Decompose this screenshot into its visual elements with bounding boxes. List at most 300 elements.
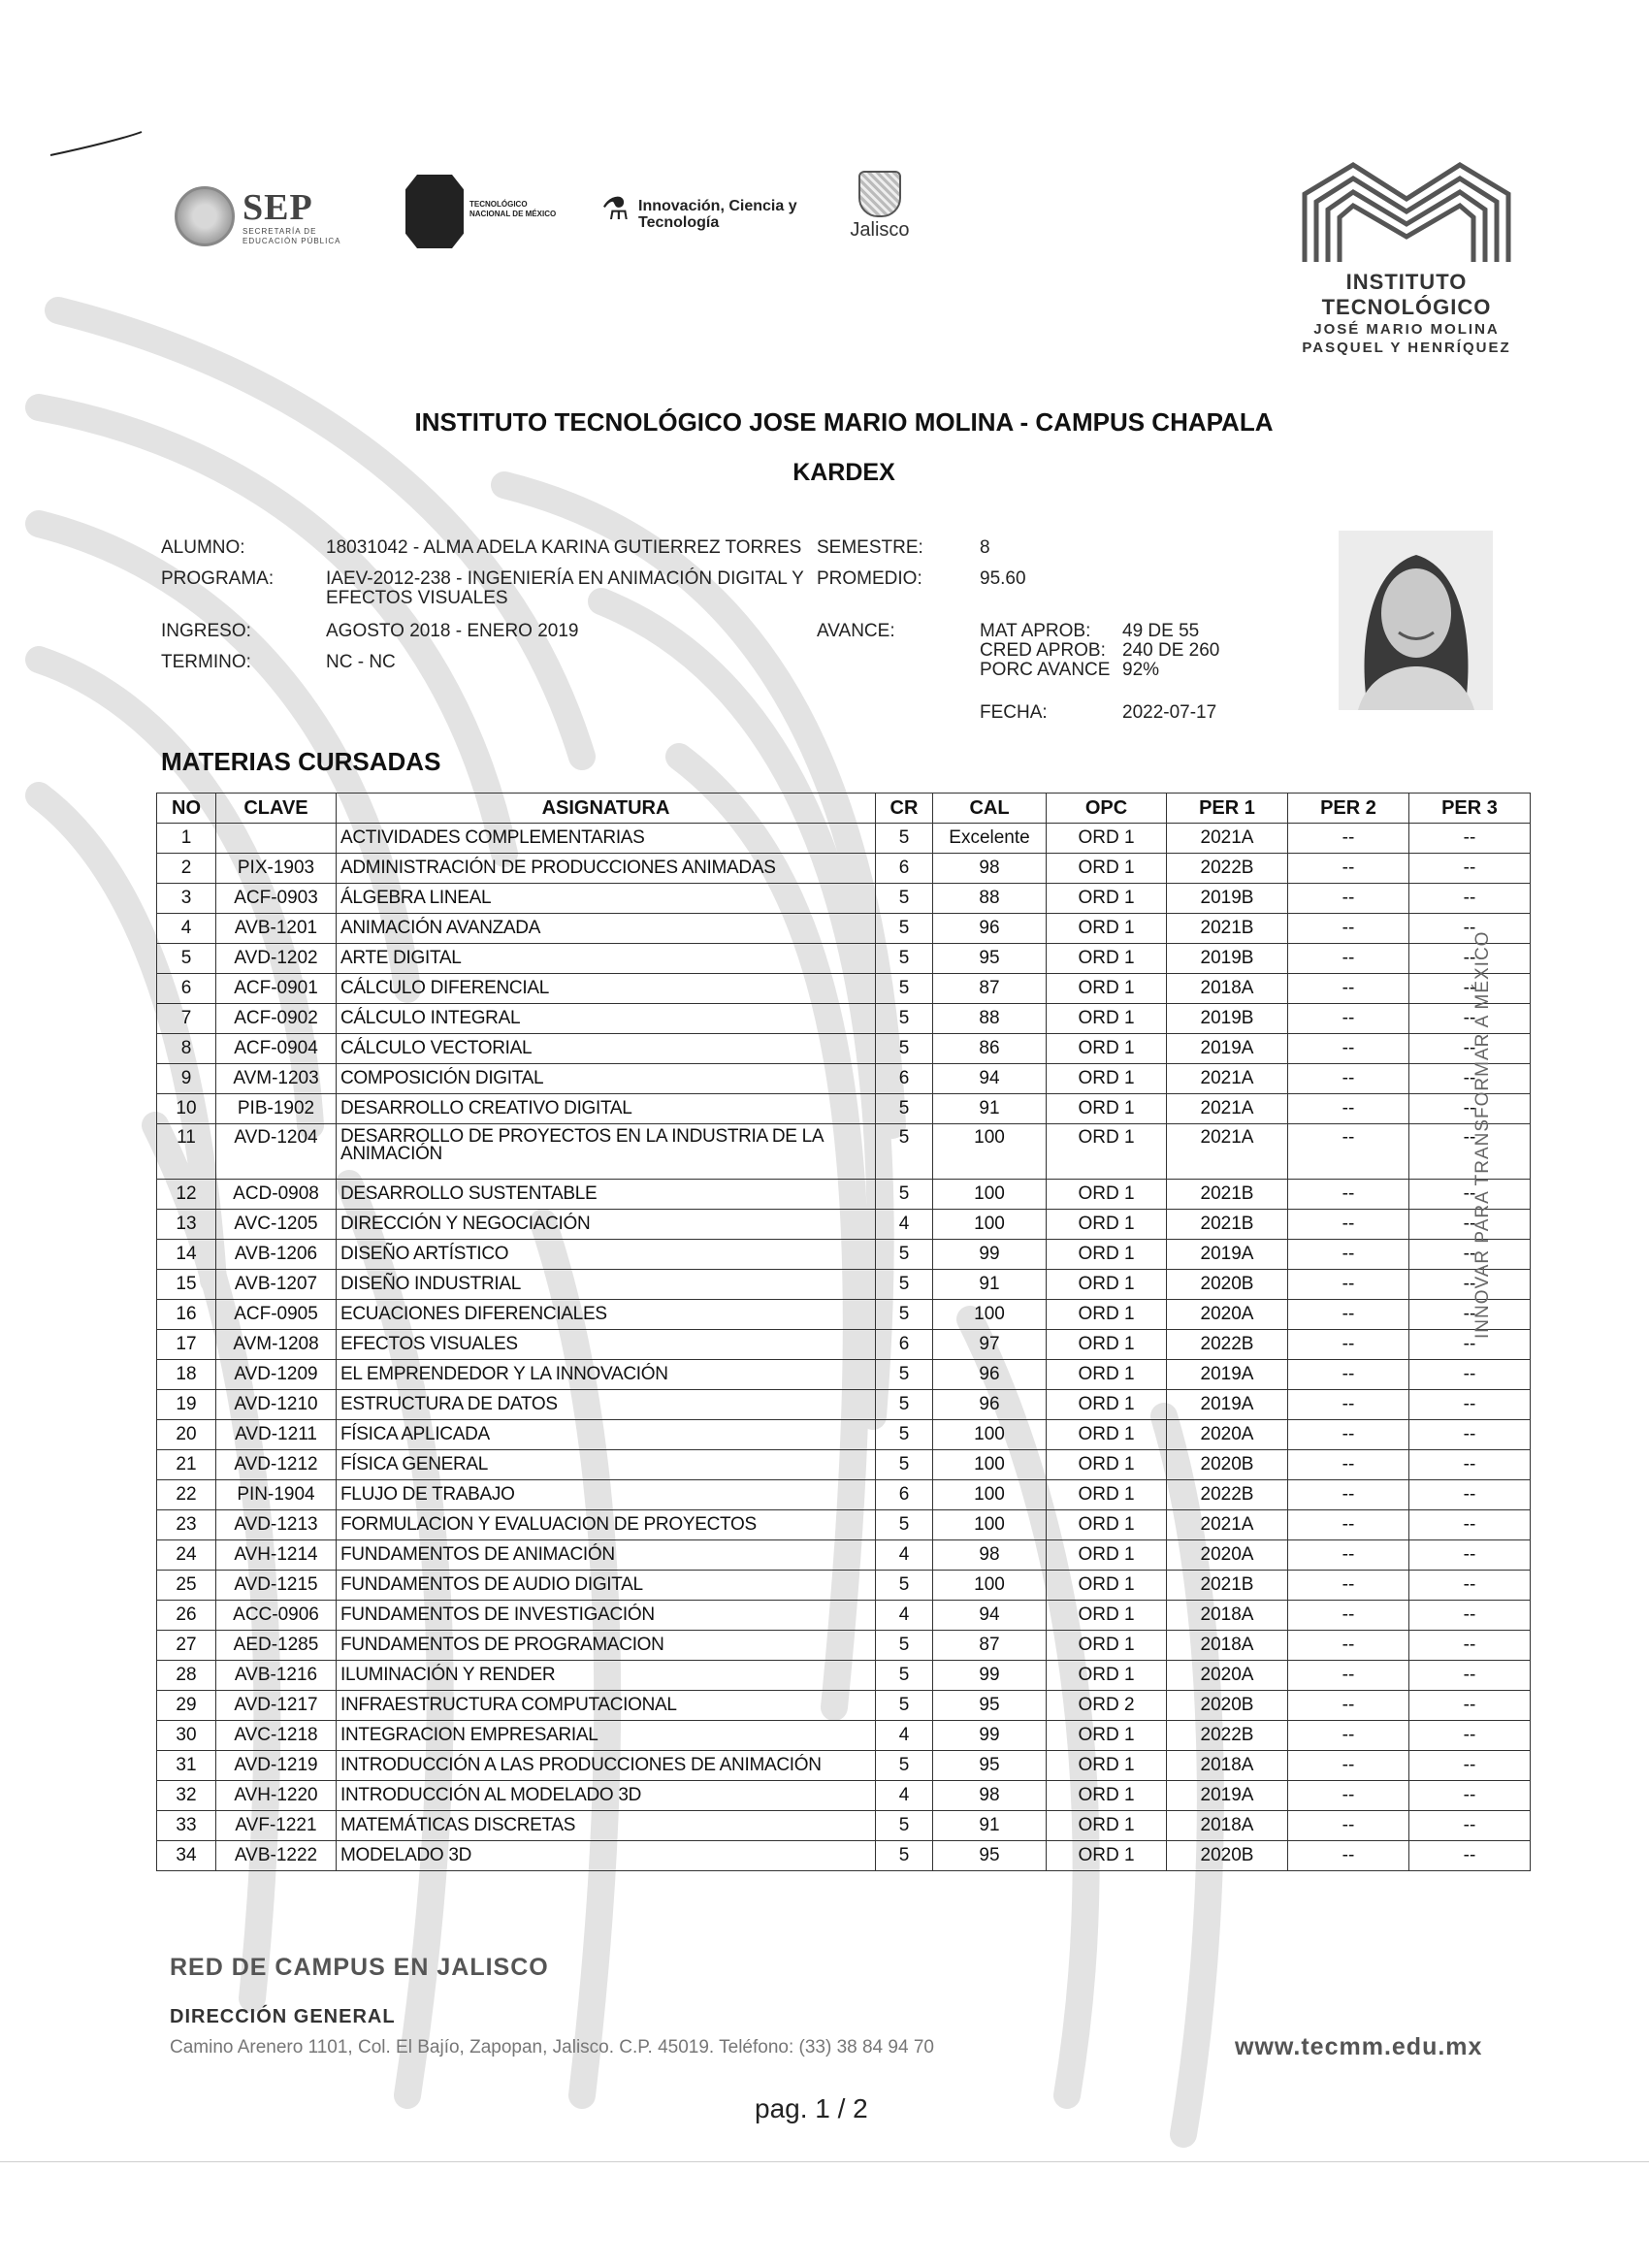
cell-per2: -- xyxy=(1288,1240,1409,1270)
innovacion-logo-text: Innovación, Ciencia y Tecnología xyxy=(638,198,797,231)
cell-cal: 100 xyxy=(933,1210,1047,1240)
cell-per3: -- xyxy=(1409,1210,1531,1240)
cell-clave: AVC-1218 xyxy=(216,1721,337,1751)
cell-cal: 87 xyxy=(933,974,1047,1004)
cell-per1: 2022B xyxy=(1167,1721,1288,1751)
tecnm-logo-text: TECNOLÓGICO NACIONAL DE MÉXICO xyxy=(469,200,557,218)
cell-per3: -- xyxy=(1409,1510,1531,1540)
cell-cal: 99 xyxy=(933,1661,1047,1691)
materias-section-title: MATERIAS CURSADAS xyxy=(161,747,441,776)
cell-cal: 94 xyxy=(933,1064,1047,1094)
table-row xyxy=(157,1721,1531,1751)
table-row xyxy=(157,1270,1531,1300)
cell-per2: -- xyxy=(1288,1180,1409,1210)
cell-cal: 97 xyxy=(933,1330,1047,1360)
cell-asignatura: COMPOSICIÓN DIGITAL xyxy=(337,1064,876,1094)
cell-cr: 5 xyxy=(876,1751,933,1781)
cell-per3: -- xyxy=(1409,1601,1531,1631)
cell-per2: -- xyxy=(1288,1781,1409,1811)
itjmm-logo-line1: INSTITUTO TECNOLÓGICO xyxy=(1321,270,1492,319)
cell-per1: 2019A xyxy=(1167,1034,1288,1064)
cell-no: 8 xyxy=(157,1034,216,1064)
cell-cal: 86 xyxy=(933,1034,1047,1064)
cell-per2: -- xyxy=(1288,1390,1409,1420)
cell-cr: 5 xyxy=(876,1360,933,1390)
cell-per3: -- xyxy=(1409,854,1531,884)
cell-no: 1 xyxy=(157,824,216,854)
table-row xyxy=(157,1841,1531,1871)
cell-per1: 2018A xyxy=(1167,1811,1288,1841)
cell-asignatura: CÁLCULO VECTORIAL xyxy=(337,1034,876,1064)
column-header-clave: CLAVE xyxy=(216,794,337,824)
table-row xyxy=(157,854,1531,884)
cell-no: 33 xyxy=(157,1811,216,1841)
cell-clave: AVD-1213 xyxy=(216,1510,337,1540)
promedio-value: 95.60 xyxy=(980,568,1026,589)
cell-cr: 6 xyxy=(876,1480,933,1510)
table-row xyxy=(157,1330,1531,1360)
cell-no: 5 xyxy=(157,944,216,974)
cell-cal: 95 xyxy=(933,1841,1047,1871)
cell-per1: 2021B xyxy=(1167,1180,1288,1210)
footer-direccion: DIRECCIÓN GENERAL xyxy=(170,2006,396,2027)
cell-cal: 98 xyxy=(933,1540,1047,1571)
table-row xyxy=(157,1691,1531,1721)
cell-cal: 95 xyxy=(933,1691,1047,1721)
footer-url-link[interactable]: www.tecmm.edu.mx xyxy=(1235,2033,1483,2060)
programa-value-line1: IAEV-2012-238 - INGENIERÍA EN ANIMACIÓN DIGITAL Y xyxy=(326,568,804,589)
cell-cr: 5 xyxy=(876,1270,933,1300)
cell-opc: ORD 1 xyxy=(1047,1781,1167,1811)
footer-address: Camino Arenero 1101, Col. El Bajío, Zapopan, Jalisco. C.P. 45019. Teléfono: (33) 38 84 94 70 xyxy=(170,2037,934,2057)
cell-cal: 96 xyxy=(933,1360,1047,1390)
fecha-label: FECHA: xyxy=(980,702,1048,723)
table-row xyxy=(157,1360,1531,1390)
cell-per3: -- xyxy=(1409,1781,1531,1811)
itjmm-logo xyxy=(1261,155,1552,356)
cell-no: 21 xyxy=(157,1450,216,1480)
cell-opc: ORD 2 xyxy=(1047,1691,1167,1721)
cell-per1: 2021B xyxy=(1167,1210,1288,1240)
cell-asignatura: FÍSICA APLICADA xyxy=(337,1420,876,1450)
cell-per2: -- xyxy=(1288,1034,1409,1064)
cell-per2: -- xyxy=(1288,1811,1409,1841)
cell-cr: 5 xyxy=(876,1300,933,1330)
cell-per1: 2021A xyxy=(1167,1064,1288,1094)
cred-aprob-label: CRED APROB: xyxy=(980,640,1106,661)
cell-per3: -- xyxy=(1409,1180,1531,1210)
cell-asignatura: DESARROLLO SUSTENTABLE xyxy=(337,1180,876,1210)
cell-asignatura: ACTIVIDADES COMPLEMENTARIAS xyxy=(337,824,876,854)
cell-asignatura: INFRAESTRUCTURA COMPUTACIONAL xyxy=(337,1691,876,1721)
cell-no: 3 xyxy=(157,884,216,914)
table-row xyxy=(157,824,1531,854)
cell-per2: -- xyxy=(1288,884,1409,914)
cell-opc: ORD 1 xyxy=(1047,1661,1167,1691)
cell-asignatura: DIRECCIÓN Y NEGOCIACIÓN xyxy=(337,1210,876,1240)
table-row xyxy=(157,974,1531,1004)
table-row xyxy=(157,1751,1531,1781)
cell-clave: ACF-0904 xyxy=(216,1034,337,1064)
mat-aprob-label: MAT APROB: xyxy=(980,621,1091,641)
cell-no: 29 xyxy=(157,1691,216,1721)
cell-per2: -- xyxy=(1288,1721,1409,1751)
cell-per3: -- xyxy=(1409,1721,1531,1751)
avance-label: AVANCE: xyxy=(817,621,895,641)
cell-asignatura: ECUACIONES DIFERENCIALES xyxy=(337,1300,876,1330)
cell-per1: 2021A xyxy=(1167,1124,1288,1180)
cell-opc: ORD 1 xyxy=(1047,1210,1167,1240)
fecha-value: 2022-07-17 xyxy=(1122,702,1217,723)
cell-per3: -- xyxy=(1409,1240,1531,1270)
cell-opc: ORD 1 xyxy=(1047,1540,1167,1571)
cell-opc: ORD 1 xyxy=(1047,914,1167,944)
table-row xyxy=(157,1661,1531,1691)
cell-clave: PIB-1902 xyxy=(216,1094,337,1124)
cell-cal: 98 xyxy=(933,854,1047,884)
cell-no: 32 xyxy=(157,1781,216,1811)
alumno-label: ALUMNO: xyxy=(161,537,245,558)
cell-no: 9 xyxy=(157,1064,216,1094)
cell-per2: -- xyxy=(1288,914,1409,944)
cell-clave: AVC-1205 xyxy=(216,1210,337,1240)
cell-no: 19 xyxy=(157,1390,216,1420)
column-header-per2: PER 2 xyxy=(1288,794,1409,824)
innovacion-logo xyxy=(601,190,805,239)
cell-cal: 100 xyxy=(933,1180,1047,1210)
cell-per2: -- xyxy=(1288,1270,1409,1300)
cell-cal: Excelente xyxy=(933,824,1047,854)
cell-per1: 2020A xyxy=(1167,1661,1288,1691)
cell-per1: 2019B xyxy=(1167,944,1288,974)
cell-per1: 2018A xyxy=(1167,1751,1288,1781)
porc-avance-label: PORC AVANCE xyxy=(980,660,1111,680)
cell-per1: 2019A xyxy=(1167,1781,1288,1811)
cell-no: 2 xyxy=(157,854,216,884)
cell-opc: ORD 1 xyxy=(1047,1510,1167,1540)
cell-cal: 96 xyxy=(933,1390,1047,1420)
cell-per1: 2020A xyxy=(1167,1420,1288,1450)
cell-clave: AVD-1212 xyxy=(216,1450,337,1480)
side-slogan: INNOVAR PARA TRANSFORMAR A MÉXICO xyxy=(1472,930,1493,1339)
cell-opc: ORD 1 xyxy=(1047,1601,1167,1631)
cell-per1: 2022B xyxy=(1167,1330,1288,1360)
programa-label: PROGRAMA: xyxy=(161,568,275,589)
cell-asignatura: INTRODUCCIÓN AL MODELADO 3D xyxy=(337,1781,876,1811)
itjmm-logo-line2: JOSÉ MARIO MOLINA xyxy=(1313,321,1500,338)
cell-cal: 94 xyxy=(933,1601,1047,1631)
table-row xyxy=(157,1811,1531,1841)
alumno-value: 18031042 - ALMA ADELA KARINA GUTIERREZ TORRES xyxy=(326,537,802,558)
table-row xyxy=(157,914,1531,944)
page-number: pag. 1 / 2 xyxy=(755,2093,868,2123)
cell-asignatura: ARTE DIGITAL xyxy=(337,944,876,974)
cell-clave: AVD-1215 xyxy=(216,1571,337,1601)
cell-per2: -- xyxy=(1288,1330,1409,1360)
cell-cr: 5 xyxy=(876,1034,933,1064)
cell-no: 18 xyxy=(157,1360,216,1390)
cell-per2: -- xyxy=(1288,1661,1409,1691)
cell-per1: 2021A xyxy=(1167,824,1288,854)
cell-cr: 5 xyxy=(876,1841,933,1871)
cell-clave: AVD-1210 xyxy=(216,1390,337,1420)
cell-cr: 5 xyxy=(876,884,933,914)
table-row xyxy=(157,884,1531,914)
cell-opc: ORD 1 xyxy=(1047,1124,1167,1180)
table-row xyxy=(157,1781,1531,1811)
cell-no: 12 xyxy=(157,1180,216,1210)
cell-per3: -- xyxy=(1409,1390,1531,1420)
cell-clave: AVB-1216 xyxy=(216,1661,337,1691)
cell-asignatura: CÁLCULO DIFERENCIAL xyxy=(337,974,876,1004)
cell-cal: 88 xyxy=(933,884,1047,914)
cell-no: 34 xyxy=(157,1841,216,1871)
student-photo-illustration xyxy=(1339,531,1493,710)
cell-per2: -- xyxy=(1288,1510,1409,1540)
cell-per3: -- xyxy=(1409,1124,1531,1180)
jalisco-logo-text: Jalisco xyxy=(850,219,910,241)
cell-opc: ORD 1 xyxy=(1047,944,1167,974)
itjmm-m-mark-icon xyxy=(1295,155,1518,262)
cell-asignatura: MODELADO 3D xyxy=(337,1841,876,1871)
cell-cr: 5 xyxy=(876,1571,933,1601)
cell-per3: -- xyxy=(1409,1450,1531,1480)
cell-cr: 5 xyxy=(876,1180,933,1210)
cell-per3: -- xyxy=(1409,914,1531,944)
cred-aprob-value: 240 DE 260 xyxy=(1122,640,1220,661)
termino-value: NC - NC xyxy=(326,652,396,672)
cell-asignatura: EL EMPRENDEDOR Y LA INNOVACIÓN xyxy=(337,1360,876,1390)
cell-clave: AVD-1204 xyxy=(216,1124,337,1180)
cell-clave: ACC-0906 xyxy=(216,1601,337,1631)
cell-cr: 4 xyxy=(876,1210,933,1240)
cell-clave: AVD-1217 xyxy=(216,1691,337,1721)
cell-per1: 2020A xyxy=(1167,1540,1288,1571)
cell-no: 4 xyxy=(157,914,216,944)
cell-opc: ORD 1 xyxy=(1047,824,1167,854)
cell-no: 24 xyxy=(157,1540,216,1571)
cell-asignatura: CÁLCULO INTEGRAL xyxy=(337,1004,876,1034)
cell-cr: 5 xyxy=(876,1094,933,1124)
cell-asignatura: FÍSICA GENERAL xyxy=(337,1450,876,1480)
cell-opc: ORD 1 xyxy=(1047,1270,1167,1300)
cell-per1: 2020A xyxy=(1167,1300,1288,1330)
cell-per2: -- xyxy=(1288,1004,1409,1034)
porc-avance-value: 92% xyxy=(1122,660,1160,680)
cell-cal: 91 xyxy=(933,1811,1047,1841)
cell-clave: ACF-0903 xyxy=(216,884,337,914)
cell-per3: -- xyxy=(1409,944,1531,974)
cell-opc: ORD 1 xyxy=(1047,1004,1167,1034)
cell-clave: AED-1285 xyxy=(216,1631,337,1661)
cell-cr: 5 xyxy=(876,1124,933,1180)
sep-logo-subtext: SECRETARÍA DE EDUCACIÓN PÚBLICA xyxy=(242,227,341,245)
table-row xyxy=(157,1124,1531,1180)
cell-no: 27 xyxy=(157,1631,216,1661)
cell-cr: 5 xyxy=(876,944,933,974)
cell-asignatura: DESARROLLO CREATIVO DIGITAL xyxy=(337,1094,876,1124)
cell-clave: AVM-1203 xyxy=(216,1064,337,1094)
cell-per1: 2021A xyxy=(1167,1510,1288,1540)
cell-no: 16 xyxy=(157,1300,216,1330)
cell-per3: -- xyxy=(1409,884,1531,914)
cell-per1: 2020B xyxy=(1167,1841,1288,1871)
cell-no: 20 xyxy=(157,1420,216,1450)
cell-per1: 2019A xyxy=(1167,1360,1288,1390)
cell-cal: 88 xyxy=(933,1004,1047,1034)
cell-opc: ORD 1 xyxy=(1047,1390,1167,1420)
kardex-table xyxy=(156,793,1531,1871)
sep-logo xyxy=(175,186,359,254)
cell-clave: AVB-1206 xyxy=(216,1240,337,1270)
cell-per2: -- xyxy=(1288,1124,1409,1180)
cell-asignatura: EFECTOS VISUALES xyxy=(337,1330,876,1360)
table-row xyxy=(157,944,1531,974)
ingreso-label: INGRESO: xyxy=(161,621,251,641)
cell-opc: ORD 1 xyxy=(1047,884,1167,914)
cell-per1: 2019B xyxy=(1167,1004,1288,1034)
cell-per2: -- xyxy=(1288,1691,1409,1721)
cell-clave: AVD-1211 xyxy=(216,1420,337,1450)
table-row xyxy=(157,1480,1531,1510)
table-header-row xyxy=(157,794,1531,824)
gear-emblem-icon xyxy=(405,175,464,248)
cell-cal: 100 xyxy=(933,1124,1047,1180)
termino-label: TERMINO: xyxy=(161,652,251,672)
cell-per1: 2020B xyxy=(1167,1450,1288,1480)
cell-opc: ORD 1 xyxy=(1047,1300,1167,1330)
cell-no: 15 xyxy=(157,1270,216,1300)
cell-cal: 100 xyxy=(933,1300,1047,1330)
cell-clave: AVH-1220 xyxy=(216,1781,337,1811)
column-header-per3: PER 3 xyxy=(1409,794,1531,824)
cell-cr: 5 xyxy=(876,1390,933,1420)
cell-cr: 4 xyxy=(876,1540,933,1571)
cell-per2: -- xyxy=(1288,1450,1409,1480)
cell-no: 6 xyxy=(157,974,216,1004)
cell-per2: -- xyxy=(1288,854,1409,884)
cell-opc: ORD 1 xyxy=(1047,1034,1167,1064)
cell-per3: -- xyxy=(1409,1300,1531,1330)
cell-opc: ORD 1 xyxy=(1047,1721,1167,1751)
cell-per3: -- xyxy=(1409,1270,1531,1300)
cell-cal: 100 xyxy=(933,1571,1047,1601)
cell-cr: 5 xyxy=(876,1004,933,1034)
cell-opc: ORD 1 xyxy=(1047,1811,1167,1841)
cell-cr: 5 xyxy=(876,1240,933,1270)
table-row xyxy=(157,1601,1531,1631)
cell-per2: -- xyxy=(1288,1300,1409,1330)
table-row xyxy=(157,1240,1531,1270)
jalisco-crest-icon xyxy=(858,171,901,217)
cell-opc: ORD 1 xyxy=(1047,1240,1167,1270)
microscope-icon: ⚗ xyxy=(601,191,630,226)
cell-opc: ORD 1 xyxy=(1047,1751,1167,1781)
cell-per3: -- xyxy=(1409,824,1531,854)
cell-asignatura: ADMINISTRACIÓN DE PRODUCCIONES ANIMADAS xyxy=(337,854,876,884)
cell-cr: 5 xyxy=(876,1661,933,1691)
cell-cal: 100 xyxy=(933,1450,1047,1480)
cell-asignatura: FUNDAMENTOS DE AUDIO DIGITAL xyxy=(337,1571,876,1601)
cell-opc: ORD 1 xyxy=(1047,1420,1167,1450)
cell-cal: 96 xyxy=(933,914,1047,944)
cell-cr: 6 xyxy=(876,854,933,884)
student-photo xyxy=(1339,531,1493,710)
cell-cal: 98 xyxy=(933,1781,1047,1811)
semestre-value: 8 xyxy=(980,537,990,558)
cell-cr: 5 xyxy=(876,824,933,854)
column-header-cal: CAL xyxy=(933,794,1047,824)
ingreso-value: AGOSTO 2018 - ENERO 2019 xyxy=(326,621,579,641)
cell-no: 11 xyxy=(157,1124,216,1180)
cell-clave: ACF-0901 xyxy=(216,974,337,1004)
footer-red-campus: RED DE CAMPUS EN JALISCO xyxy=(170,1954,549,1981)
table-row xyxy=(157,1450,1531,1480)
cell-cr: 5 xyxy=(876,974,933,1004)
cell-asignatura: DISEÑO INDUSTRIAL xyxy=(337,1270,876,1300)
cell-no: 25 xyxy=(157,1571,216,1601)
cell-no: 30 xyxy=(157,1721,216,1751)
cell-clave: AVD-1209 xyxy=(216,1360,337,1390)
cell-opc: ORD 1 xyxy=(1047,1571,1167,1601)
itjmm-logo-line3: PASQUEL Y HENRÍQUEZ xyxy=(1302,340,1511,356)
cell-per1: 2018A xyxy=(1167,974,1288,1004)
cell-per1: 2021A xyxy=(1167,1094,1288,1124)
cell-cr: 4 xyxy=(876,1781,933,1811)
cell-asignatura: FORMULACION Y EVALUACION DE PROYECTOS xyxy=(337,1510,876,1540)
cell-asignatura: FUNDAMENTOS DE ANIMACIÓN xyxy=(337,1540,876,1571)
cell-per3: -- xyxy=(1409,1004,1531,1034)
cell-cr: 4 xyxy=(876,1601,933,1631)
document-subtitle: KARDEX xyxy=(792,459,895,486)
table-row xyxy=(157,1300,1531,1330)
cell-no: 23 xyxy=(157,1510,216,1540)
table-row xyxy=(157,1034,1531,1064)
cell-cal: 87 xyxy=(933,1631,1047,1661)
cell-cal: 99 xyxy=(933,1721,1047,1751)
column-header-cr: CR xyxy=(876,794,933,824)
cell-asignatura: FUNDAMENTOS DE PROGRAMACION xyxy=(337,1631,876,1661)
cell-per2: -- xyxy=(1288,1360,1409,1390)
cell-clave: AVF-1221 xyxy=(216,1811,337,1841)
cell-clave: PIX-1903 xyxy=(216,854,337,884)
cell-clave: AVH-1214 xyxy=(216,1540,337,1571)
cell-cal: 91 xyxy=(933,1094,1047,1124)
cell-cal: 99 xyxy=(933,1240,1047,1270)
cell-cr: 5 xyxy=(876,1510,933,1540)
cell-clave: ACF-0902 xyxy=(216,1004,337,1034)
cell-per3: -- xyxy=(1409,1691,1531,1721)
cell-opc: ORD 1 xyxy=(1047,1180,1167,1210)
cell-asignatura: ANIMACIÓN AVANZADA xyxy=(337,914,876,944)
cell-per2: -- xyxy=(1288,1540,1409,1571)
cell-per3: -- xyxy=(1409,1631,1531,1661)
cell-no: 10 xyxy=(157,1094,216,1124)
cell-asignatura: ÁLGEBRA LINEAL xyxy=(337,884,876,914)
column-header-no: NO xyxy=(157,794,216,824)
cell-opc: ORD 1 xyxy=(1047,1480,1167,1510)
cell-asignatura: ESTRUCTURA DE DATOS xyxy=(337,1390,876,1420)
cell-per1: 2022B xyxy=(1167,1480,1288,1510)
cell-cal: 100 xyxy=(933,1420,1047,1450)
cell-per2: -- xyxy=(1288,1601,1409,1631)
cell-asignatura: ILUMINACIÓN Y RENDER xyxy=(337,1661,876,1691)
cell-asignatura: DESARROLLO DE PROYECTOS EN LA INDUSTRIA DE LA ANIMACIÓN xyxy=(337,1124,876,1180)
cell-per3: -- xyxy=(1409,974,1531,1004)
table-row xyxy=(157,1180,1531,1210)
cell-per1: 2018A xyxy=(1167,1601,1288,1631)
cell-no: 13 xyxy=(157,1210,216,1240)
